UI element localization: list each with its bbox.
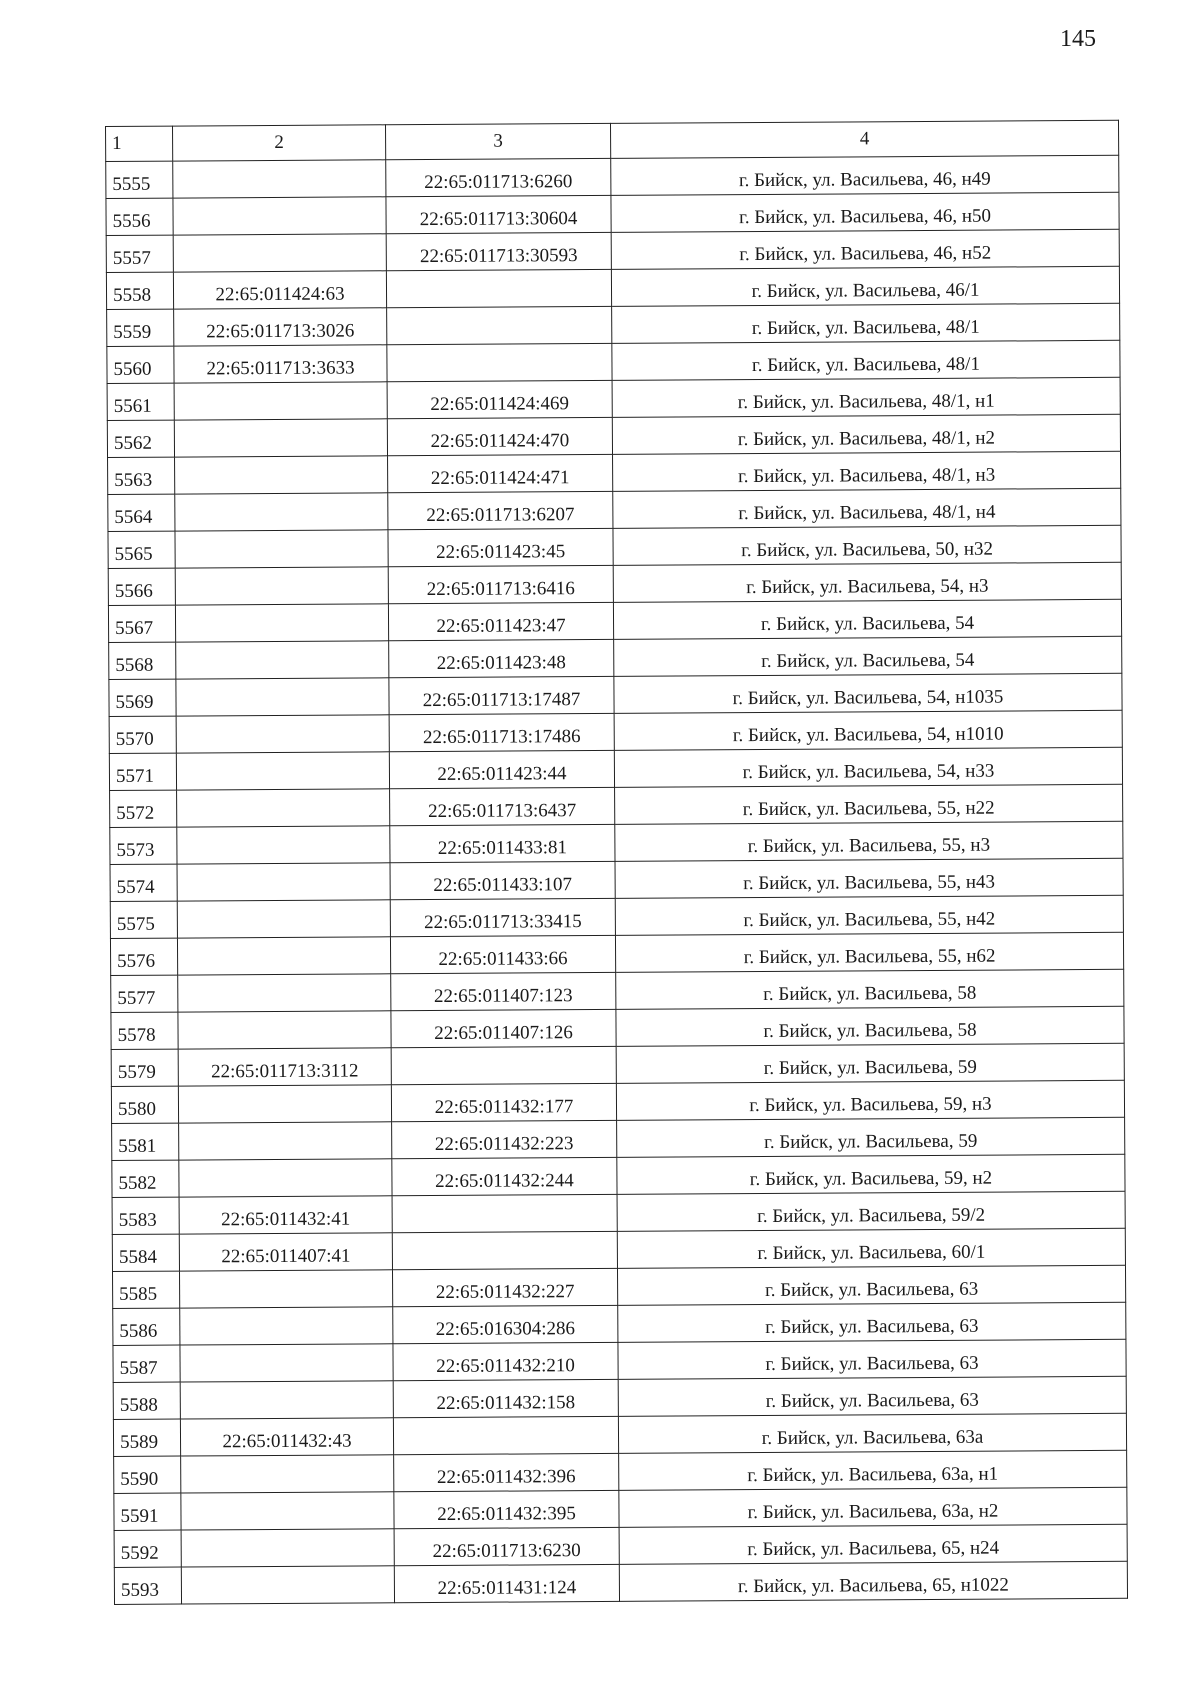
object-cadastral-number-cell — [387, 306, 612, 344]
cadastral-number-cell: 22:65:011713:3112 — [178, 1048, 391, 1086]
table-row — [107, 377, 1120, 420]
address-cell: г. Бийск, ул. Васильева, 59 — [617, 1117, 1125, 1157]
address-cell: г. Бийск, ул. Васильева, 48/1, н2 — [612, 414, 1120, 454]
row-number-cell: 5583 — [112, 1197, 179, 1234]
object-cadastral-number-cell: 22:65:011713:30593 — [386, 232, 611, 270]
object-cadastral-number-cell: 22:65:011713:30604 — [386, 195, 611, 233]
address-cell: г. Бийск, ул. Васильева, 63а — [618, 1413, 1126, 1453]
cadastral-number-cell — [175, 456, 388, 494]
table-row — [108, 599, 1121, 642]
row-number-cell: 5569 — [109, 679, 176, 716]
object-cadastral-number-cell: 22:65:011713:17487 — [389, 676, 614, 714]
cadastral-number-cell — [173, 160, 386, 198]
row-number-cell: 5561 — [107, 383, 174, 420]
object-cadastral-number-cell: 22:65:011432:158 — [393, 1379, 618, 1417]
object-cadastral-number-cell: 22:65:011424:470 — [387, 417, 612, 455]
address-cell: г. Бийск, ул. Васильева, 55, н3 — [615, 821, 1123, 861]
table-row — [107, 303, 1120, 346]
row-number-cell: 5588 — [113, 1382, 180, 1419]
table-row — [114, 1524, 1127, 1567]
object-cadastral-number-cell: 22:65:011432:223 — [392, 1120, 617, 1158]
table-row — [109, 747, 1122, 790]
column-header-2: 2 — [173, 125, 386, 161]
address-cell: г. Бийск, ул. Васильева, 63 — [617, 1265, 1125, 1305]
row-number-cell: 5564 — [108, 494, 175, 531]
table-body — [106, 155, 1128, 1604]
cadastral-number-cell — [176, 715, 389, 753]
row-number-cell: 5581 — [112, 1123, 179, 1160]
table-row — [112, 1228, 1125, 1271]
column-header-1: 1 — [106, 126, 173, 161]
cadastral-number-cell — [179, 1159, 392, 1197]
row-number-cell: 5579 — [111, 1049, 178, 1086]
cadastral-number-cell — [181, 1455, 394, 1493]
row-number-cell: 5576 — [110, 938, 177, 975]
row-number-cell: 5563 — [108, 457, 175, 494]
address-cell: г. Бийск, ул. Васильева, 54, н1010 — [614, 710, 1122, 750]
cadastral-number-cell — [180, 1344, 393, 1382]
object-cadastral-number-cell: 22:65:011423:44 — [389, 750, 614, 788]
cadastral-number-cell — [175, 493, 388, 531]
row-number-cell: 5590 — [114, 1456, 181, 1493]
row-number-cell: 5555 — [106, 161, 173, 198]
table-row — [107, 340, 1120, 383]
column-header-4: 4 — [610, 120, 1118, 158]
row-number-cell: 5575 — [110, 901, 177, 938]
address-cell: г. Бийск, ул. Васильева, 63 — [618, 1302, 1126, 1342]
address-cell: г. Бийск, ул. Васильева, 59 — [616, 1043, 1124, 1083]
row-number-cell: 5593 — [114, 1567, 181, 1604]
row-number-cell: 5574 — [110, 864, 177, 901]
row-number-cell: 5591 — [114, 1493, 181, 1530]
address-cell: г. Бийск, ул. Васильева, 48/1 — [612, 303, 1120, 343]
address-cell: г. Бийск, ул. Васильева, 46, н52 — [611, 229, 1119, 269]
address-cell: г. Бийск, ул. Васильева, 50, н32 — [613, 525, 1121, 565]
address-cell: г. Бийск, ул. Васильева, 54, н33 — [614, 747, 1122, 787]
address-cell: г. Бийск, ул. Васильева, 55, н42 — [615, 895, 1123, 935]
table-row — [106, 155, 1119, 198]
table-row — [106, 229, 1119, 272]
address-cell: г. Бийск, ул. Васильева, 48/1, н3 — [613, 451, 1121, 491]
cadastral-number-cell — [174, 382, 387, 420]
object-cadastral-number-cell: 22:65:011432:227 — [392, 1268, 617, 1306]
cadastral-number-cell: 22:65:011407:41 — [179, 1233, 392, 1271]
object-cadastral-number-cell: 22:65:011713:17486 — [389, 713, 614, 751]
table-row — [112, 1265, 1125, 1308]
object-cadastral-number-cell: 22:65:011424:471 — [388, 454, 613, 492]
object-cadastral-number-cell: 22:65:011713:33415 — [390, 898, 615, 936]
object-cadastral-number-cell: 22:65:011432:396 — [394, 1453, 619, 1491]
row-number-cell: 5566 — [108, 568, 175, 605]
table-row — [112, 1154, 1125, 1197]
table-row — [110, 858, 1123, 901]
cadastral-number-cell — [181, 1492, 394, 1530]
table-row — [108, 562, 1121, 605]
row-number-cell: 5572 — [110, 790, 177, 827]
cadastral-number-cell — [176, 678, 389, 716]
cadastral-number-cell — [178, 974, 391, 1012]
table-row — [111, 1080, 1124, 1123]
table-row — [112, 1117, 1125, 1160]
object-cadastral-number-cell: 22:65:011407:126 — [391, 1009, 616, 1047]
object-cadastral-number-cell: 22:65:011713:6230 — [394, 1527, 619, 1565]
object-cadastral-number-cell: 22:65:011432:244 — [392, 1157, 617, 1195]
cadastral-number-cell — [178, 1085, 391, 1123]
table-row — [110, 821, 1123, 864]
object-cadastral-number-cell: 22:65:016304:286 — [393, 1305, 618, 1343]
row-number-cell: 5562 — [107, 420, 174, 457]
row-number-cell: 5582 — [112, 1160, 179, 1197]
object-cadastral-number-cell: 22:65:011432:210 — [393, 1342, 618, 1380]
object-cadastral-number-cell: 22:65:011713:6207 — [388, 491, 613, 529]
table-row — [114, 1487, 1127, 1530]
table-row — [106, 192, 1119, 235]
object-cadastral-number-cell — [391, 1046, 616, 1084]
address-cell: г. Бийск, ул. Васильева, 55, н22 — [615, 784, 1123, 824]
address-cell: г. Бийск, ул. Васильева, 54 — [614, 636, 1122, 676]
cadastral-number-cell — [175, 530, 388, 568]
address-cell: г. Бийск, ул. Васильева, 54 — [613, 599, 1121, 639]
object-cadastral-number-cell: 22:65:011713:6416 — [388, 565, 613, 603]
address-cell: г. Бийск, ул. Васильева, 60/1 — [617, 1228, 1125, 1268]
cadastral-number-cell — [177, 900, 390, 938]
row-number-cell: 5556 — [106, 198, 173, 235]
address-cell: г. Бийск, ул. Васильева, 58 — [616, 1006, 1124, 1046]
table-row — [107, 414, 1120, 457]
address-cell: г. Бийск, ул. Васильева, 65, н24 — [619, 1524, 1127, 1564]
address-cell: г. Бийск, ул. Васильева, 46/1 — [611, 266, 1119, 306]
cadastral-number-cell — [177, 937, 390, 975]
cadastral-number-cell — [175, 604, 388, 642]
object-cadastral-number-cell: 22:65:011431:124 — [394, 1564, 619, 1602]
object-cadastral-number-cell — [386, 269, 611, 307]
row-number-cell: 5560 — [107, 346, 174, 383]
row-number-cell: 5587 — [113, 1345, 180, 1382]
cadastral-number-cell — [180, 1307, 393, 1345]
row-number-cell: 5589 — [113, 1419, 180, 1456]
object-cadastral-number-cell: 22:65:011713:6260 — [386, 158, 611, 196]
object-cadastral-number-cell: 22:65:011423:48 — [389, 639, 614, 677]
object-cadastral-number-cell — [387, 343, 612, 381]
address-cell: г. Бийск, ул. Васильева, 54, н3 — [613, 562, 1121, 602]
address-cell: г. Бийск, ул. Васильева, 48/1, н4 — [613, 488, 1121, 528]
cadastral-number-cell — [179, 1270, 392, 1308]
table-row — [109, 636, 1122, 679]
address-cell: г. Бийск, ул. Васильева, 59, н2 — [617, 1154, 1125, 1194]
address-cell: г. Бийск, ул. Васильева, 55, н62 — [615, 932, 1123, 972]
table-row — [108, 451, 1121, 494]
cadastral-number-cell — [181, 1529, 394, 1567]
table-row — [110, 932, 1123, 975]
row-number-cell: 5585 — [112, 1271, 179, 1308]
object-cadastral-number-cell: 22:65:011423:45 — [388, 528, 613, 566]
cadastral-number-cell: 22:65:011432:43 — [180, 1418, 393, 1456]
row-number-cell: 5578 — [111, 1012, 178, 1049]
cadastral-number-cell — [177, 863, 390, 901]
cadastral-number-cell: 22:65:011713:3633 — [174, 345, 387, 383]
page-number: 145 — [1060, 26, 1096, 52]
table-row — [114, 1561, 1127, 1604]
cadastral-number-cell — [179, 1122, 392, 1160]
cadastral-number-cell — [173, 197, 386, 235]
row-number-cell: 5567 — [108, 605, 175, 642]
table-row — [112, 1191, 1125, 1234]
table-row — [114, 1450, 1127, 1493]
object-cadastral-number-cell: 22:65:011407:123 — [391, 972, 616, 1010]
address-cell: г. Бийск, ул. Васильева, 58 — [616, 969, 1124, 1009]
row-number-cell: 5592 — [114, 1530, 181, 1567]
address-cell: г. Бийск, ул. Васильева, 46, н50 — [611, 192, 1119, 232]
row-number-cell: 5571 — [109, 753, 176, 790]
table-row — [113, 1339, 1126, 1382]
cadastral-number-cell — [176, 752, 389, 790]
table-row — [111, 1043, 1124, 1086]
object-cadastral-number-cell: 22:65:011432:177 — [391, 1083, 616, 1121]
row-number-cell: 5586 — [113, 1308, 180, 1345]
cadastral-number-cell: 22:65:011713:3026 — [174, 308, 387, 346]
table-row — [108, 488, 1121, 531]
address-cell: г. Бийск, ул. Васильева, 46, н49 — [611, 155, 1119, 195]
address-cell: г. Бийск, ул. Васильева, 48/1, н1 — [612, 377, 1120, 417]
address-cell: г. Бийск, ул. Васильева, 63а, н1 — [619, 1450, 1127, 1490]
cadastral-number-cell — [174, 419, 387, 457]
table-row — [113, 1376, 1126, 1419]
address-cell: г. Бийск, ул. Васильева, 48/1 — [612, 340, 1120, 380]
row-number-cell: 5580 — [111, 1086, 178, 1123]
row-number-cell: 5577 — [111, 975, 178, 1012]
table-row — [111, 1006, 1124, 1049]
address-cell: г. Бийск, ул. Васильева, 59, н3 — [616, 1080, 1124, 1120]
address-cell: г. Бийск, ул. Васильева, 54, н1035 — [614, 673, 1122, 713]
row-number-cell: 5568 — [109, 642, 176, 679]
object-cadastral-number-cell — [393, 1416, 618, 1454]
row-number-cell: 5573 — [110, 827, 177, 864]
row-number-cell: 5565 — [108, 531, 175, 568]
object-cadastral-number-cell: 22:65:011433:66 — [390, 935, 615, 973]
row-number-cell: 5570 — [109, 716, 176, 753]
row-number-cell: 5557 — [106, 235, 173, 272]
row-number-cell: 5584 — [112, 1234, 179, 1271]
address-cell: г. Бийск, ул. Васильева, 63 — [618, 1376, 1126, 1416]
object-cadastral-number-cell: 22:65:011713:6437 — [390, 787, 615, 825]
address-cell: г. Бийск, ул. Васильева, 59/2 — [617, 1191, 1125, 1231]
cadastral-number-cell — [181, 1566, 394, 1604]
table-row — [110, 784, 1123, 827]
cadastral-number-cell — [178, 1011, 391, 1049]
cadastral-number-cell — [180, 1381, 393, 1419]
object-cadastral-number-cell: 22:65:011433:107 — [390, 861, 615, 899]
object-cadastral-number-cell: 22:65:011432:395 — [394, 1490, 619, 1528]
cadastral-number-cell — [177, 789, 390, 827]
row-number-cell: 5558 — [106, 272, 173, 309]
address-cell: г. Бийск, ул. Васильева, 65, н1022 — [619, 1561, 1127, 1601]
table-row — [108, 525, 1121, 568]
column-header-3: 3 — [385, 123, 610, 159]
cadastral-number-cell: 22:65:011432:41 — [179, 1196, 392, 1234]
cadastral-number-cell — [177, 826, 390, 864]
row-number-cell: 5559 — [107, 309, 174, 346]
table-row — [110, 895, 1123, 938]
table-row — [113, 1302, 1126, 1345]
object-cadastral-number-cell: 22:65:011433:81 — [390, 824, 615, 862]
table-row — [106, 266, 1119, 309]
table-row — [109, 710, 1122, 753]
cadastral-number-cell: 22:65:011424:63 — [173, 271, 386, 309]
cadastral-number-cell — [175, 567, 388, 605]
object-cadastral-number-cell: 22:65:011424:469 — [387, 380, 612, 418]
address-cell: г. Бийск, ул. Васильева, 55, н43 — [615, 858, 1123, 898]
document-table — [105, 120, 1128, 1605]
table-row — [109, 673, 1122, 716]
address-cell: г. Бийск, ул. Васильева, 63 — [618, 1339, 1126, 1379]
object-cadastral-number-cell — [392, 1194, 617, 1232]
cadastral-number-cell — [176, 641, 389, 679]
address-cell: г. Бийск, ул. Васильева, 63а, н2 — [619, 1487, 1127, 1527]
object-cadastral-number-cell: 22:65:011423:47 — [388, 602, 613, 640]
table-row — [113, 1413, 1126, 1456]
object-cadastral-number-cell — [392, 1231, 617, 1269]
table-row — [111, 969, 1124, 1012]
cadastral-number-cell — [173, 234, 386, 272]
